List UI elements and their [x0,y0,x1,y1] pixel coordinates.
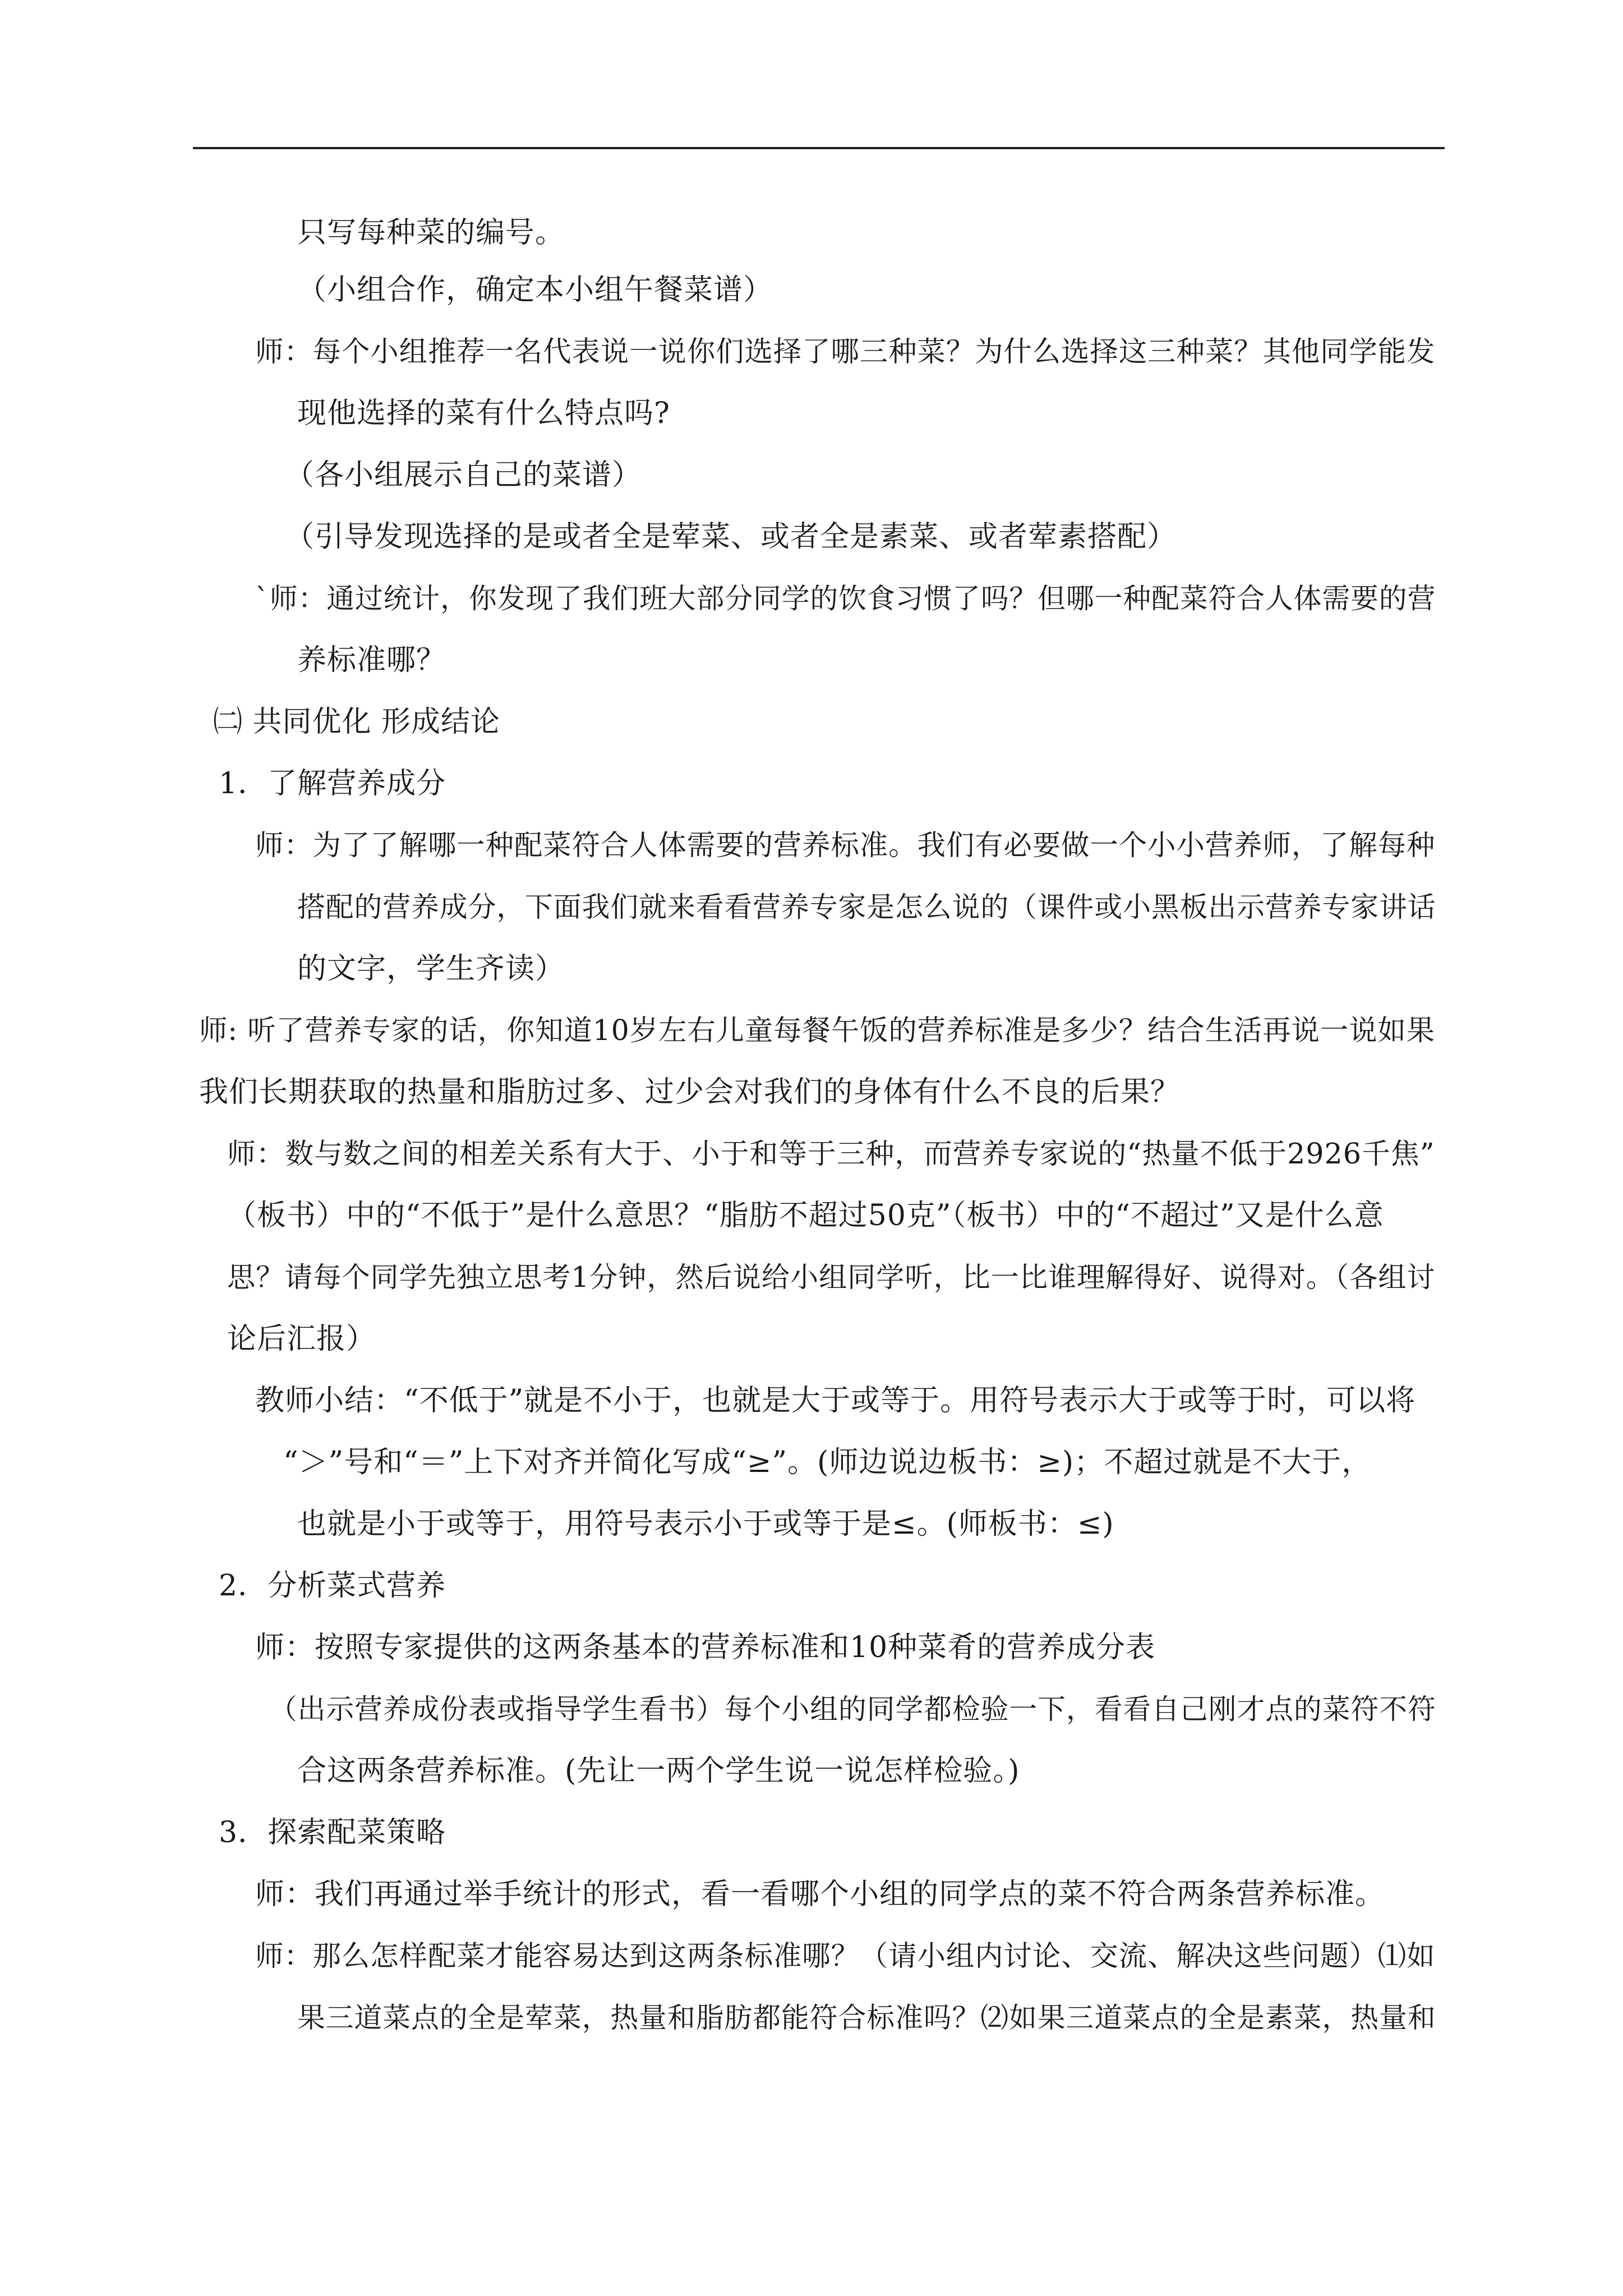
text-line: 师：数与数之间的相差关系有大于、小于和等于三种，而营养专家说的“热量不低于2926千焦” [227,1137,1435,1170]
text-line: 师：为了了解哪一种配菜符合人体需要的营养标准。我们有必要做一个小小营养师，了解每种 [255,829,1436,862]
subsection-heading: 2．分析菜式营养 [219,1569,446,1603]
text-line: `师：通过统计，你发现了我们班大部分同学的饮食习惯了吗？但哪一种配菜符合人体需要的营 [255,582,1436,615]
text-line: 也就是小于或等于，用符号表示小于或等于是≤。(师板书：≤) [297,1507,1114,1541]
text-line: 师: 听了营养专家的话，你知道10岁左右儿童每餐午饭的营养标准是多少？结合生活再说一说如果 [199,1014,1436,1047]
text-line: 现他选择的菜有什么特点吗? [297,397,670,430]
text-line: （出示营养成份表或指导学生看书）每个小组的同学都检验一下，看看自己刚才点的菜符不符 [269,1693,1436,1726]
text-line: 只写每种菜的编号。 [297,216,565,250]
text-line: 我们长期获取的热量和脂肪过多、过少会对我们的身体有什么不良的后果？ [199,1075,1181,1109]
text-line: （各小组展示自己的菜谱） [285,458,642,492]
section-heading: ㈡ 共同优化 形成结论 [213,705,501,739]
text-line: 教师小结：“不低于”就是不小于，也就是大于或等于。用符号表示大于或等于时，可以将 [255,1384,1416,1418]
text-line: 的文字，学生齐读） [297,952,565,986]
text-line: 搭配的营养成分，下面我们就来看看营养专家是怎么说的（课件或小黑板出示营养专家讲话 [297,891,1436,923]
text-line: 果三道菜点的全是荤菜，热量和脂肪都能符合标准吗？⑵如果三道菜点的全是素菜，热量和 [297,2001,1436,2034]
header-rule [193,147,1445,149]
text-line: 师：按照专家提供的这两条基本的营养标准和10种菜肴的营养成分表 [255,1631,1156,1664]
text-line: （小组合作，确定本小组午餐菜谱） [297,273,773,307]
text-line: （引导发现选择的是或者全是荤菜、或者全是素菜、或者荤素搭配） [285,520,1177,554]
text-line: “＞”号和“＝”上下对齐并简化写成“≥”。(师边说边板书：≥)；不超过就是不大于， [283,1446,1372,1479]
text-line: （板书）中的“不低于”是什么意思？“脂肪不超过50克”（板书）中的“不超过”又是什么意 [227,1199,1384,1232]
text-line: 师：我们再通过举手统计的形式，看一看哪个小组的同学点的菜不符合两条营养标准。 [255,1878,1385,1911]
text-line: 师：那么怎样配菜才能容易达到这两条标准哪？（请小组内讨论、交流、解决这些问题）⑴如 [255,1939,1436,1972]
text-line: 思？请每个同学先独立思考1分钟，然后说给小组同学听，比一比谁理解得好、说得对。（各组讨 [227,1260,1436,1294]
text-line: 养标准哪？ [297,643,446,677]
subsection-heading: 3．探索配菜策略 [219,1816,446,1849]
text-line: 师：每个小组推荐一名代表说一说你们选择了哪三种菜？为什么选择这三种菜？其他同学能发 [255,335,1436,368]
text-line: 论后汇报） [227,1322,376,1356]
text-line: 合这两条营养标准。(先让一两个学生说一说怎样检验。) [297,1754,1020,1788]
subsection-heading: 1．了解营养成分 [219,767,446,800]
